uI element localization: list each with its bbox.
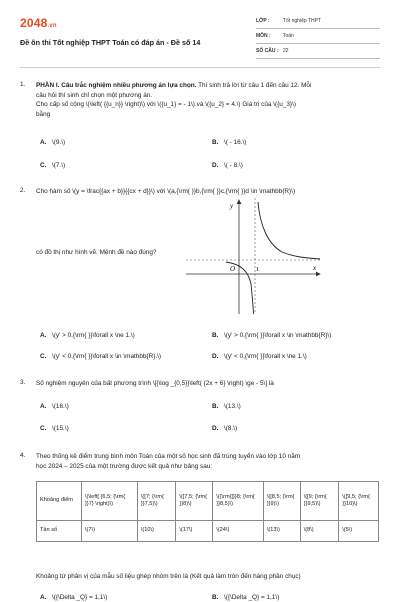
option-b[interactable]: B. \( - 16.\): [212, 139, 247, 146]
option-b[interactable]: B. \(y' > 0,{\rm{ }}\forall x \in \mathbb{R}\): [212, 332, 332, 339]
site-logo[interactable]: 2048.vn: [20, 16, 57, 30]
header: [20, 14, 380, 60]
option-b[interactable]: B. \(13.\): [212, 403, 241, 410]
table-header-cell: Khoảng điểm: [37, 482, 82, 521]
part-heading: PHẦN I. Câu trắc nghiệm nhiều phương án lựa chọn.: [36, 82, 197, 89]
question-3: [20, 379, 380, 439]
question-text-continued: Khoảng tứ phân vị của mẫu số liệu ghép nhóm trên là (Kết quả làm tròn đến hàng phần chục): [36, 573, 301, 580]
table-cell: \(7\): [82, 521, 138, 542]
option-d[interactable]: D. \( - 8.\): [212, 162, 243, 169]
text-line: Thí sinh trả lời từ câu 1 đến câu 12. Mỗi: [196, 82, 312, 89]
question-text: [36, 81, 380, 119]
table-cell: \({\rm{[}}8; {\rm{ }}8,5)\): [213, 482, 264, 521]
function-graph: [186, 196, 326, 314]
meta-key: SỐ CÂU :: [256, 48, 279, 54]
text-line: Cho cấp số cộng \(\left( {{u_n}} \right)\) với \({u_1} = - 1\) và \({u_2} = 4.\) Giá trị của \({u_3}\): [36, 101, 296, 109]
table-header-cell: Tần số: [37, 521, 82, 542]
meta-key: MÔN :: [256, 33, 271, 39]
question-text: [36, 452, 380, 471]
meta-row-count: [256, 44, 380, 59]
meta-value: 22: [283, 48, 289, 54]
table-cell: \([9; {\rm{ }}9,5)\): [300, 482, 339, 521]
text-line: học 2024 – 2025 của một trường được kết quả như bảng sau:: [36, 462, 213, 470]
origin-label: O: [230, 265, 236, 273]
table-cell: \(5\): [339, 521, 379, 542]
meta-row-subject: [256, 29, 380, 44]
option-c[interactable]: C. \(7.\): [40, 162, 66, 169]
table-cell: \(24\): [213, 521, 264, 542]
text-line: Cho hàm số \(y = \frac{{ax + b}}{{cx + d}}\) với \(a,{\rm{ }}b,{\rm{ }}c,{\rm{ }}d \in \mathbb{R}\): [36, 188, 296, 195]
exam-meta: [256, 14, 380, 59]
frequency-table: [36, 481, 379, 542]
meta-value: Toán: [283, 33, 294, 39]
table-row: [37, 482, 379, 521]
option-a[interactable]: A. \(16.\): [40, 403, 69, 410]
table-cell: \([7,5; {\rm{ }}8)\): [176, 482, 213, 521]
table-cell: \([7; {\rm{ }}7,5)\): [137, 482, 176, 521]
text-line: Số nghiệm nguyên của bất phương trình \[{\log _{0,5}}\left( {2x + 6} \right) \ge - 5\] là: [36, 380, 274, 387]
meta-value: Tốt nghiệp THPT: [283, 18, 321, 24]
question-number: 1.: [20, 81, 26, 88]
exam-title: Đề ôn thi Tốt nghiệp THPT Toán có đáp án - Đề số 14: [20, 38, 201, 47]
table-cell: \(10\): [137, 521, 176, 542]
x-label: x: [313, 264, 317, 272]
meta-row-class: [256, 14, 380, 29]
option-c[interactable]: C. \(15.\): [40, 425, 69, 432]
table-cell: \(17\): [176, 521, 213, 542]
table-cell: \([8,5; {\rm{ }}9)\): [263, 482, 300, 521]
text-line: bằng: [36, 110, 51, 118]
question-text-continued: có đồ thị như hình vẽ. Mệnh đề nào đúng?: [36, 249, 157, 256]
option-a[interactable]: A. \(y' > 0,{\rm{ }}\forall x \ne 1.\): [40, 332, 135, 339]
table-cell: \(8\): [300, 521, 339, 542]
option-a[interactable]: A. \(9.\): [40, 139, 66, 146]
y-label: y: [230, 202, 234, 210]
option-a[interactable]: A. \({\Delta _Q} = 1,1\): [40, 594, 108, 601]
right-branch: [258, 202, 320, 259]
text-line: Theo thống kê điểm trung bình môn Toán của một số học sinh đã trúng tuyển vào lớp 10 năm: [36, 453, 301, 460]
table-row: [37, 521, 379, 542]
tick-one-label: 1: [256, 266, 260, 273]
question-number: 4.: [20, 452, 26, 459]
option-c[interactable]: C. \(y' < 0,{\rm{ }}\forall x \in \mathbb{R}.\): [40, 353, 162, 360]
question-1: [20, 81, 380, 181]
meta-key: LỚP :: [256, 18, 270, 24]
text-line: câu hỏi thí sinh chỉ chọn một phương án.: [36, 91, 153, 99]
question-number: 3.: [20, 379, 26, 386]
header-divider: [20, 67, 380, 68]
question-number: 2.: [20, 187, 26, 194]
option-b[interactable]: B. \({\Delta _Q} = 1,1\): [212, 594, 280, 601]
option-d[interactable]: D. \(y' < 0,{\rm{ }}\forall x \ne 1.\): [212, 353, 307, 360]
table-cell: \([9,5; {\rm{ }}10)\): [339, 482, 379, 521]
option-d[interactable]: D. \(8.\): [212, 425, 238, 432]
question-text: [36, 379, 380, 389]
table-cell: \(13\): [263, 521, 300, 542]
table-cell: \(\left[ {6,5; {\rm{ }}7} \right)\): [82, 482, 138, 521]
